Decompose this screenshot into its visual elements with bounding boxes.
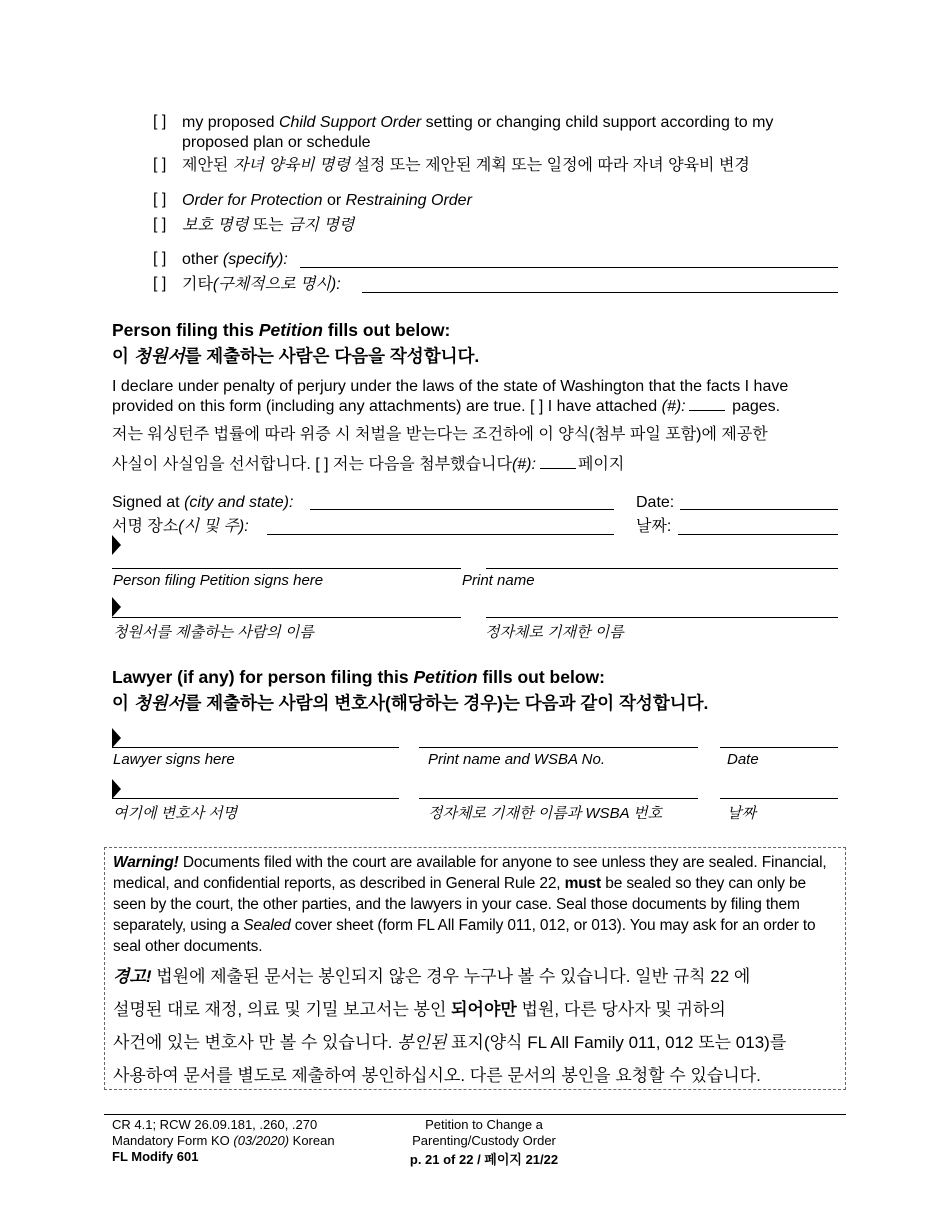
checkbox-protection-order[interactable]: [ ] xyxy=(153,191,167,208)
other-specify-field-ko[interactable] xyxy=(362,292,838,293)
lawyer-print-caption-en: Print name and WSBA No. xyxy=(428,751,606,768)
checkbox-protection-order-ko[interactable]: [ ] xyxy=(153,216,167,233)
footer-divider xyxy=(104,1114,846,1115)
option-other-en: other (specify): xyxy=(182,251,288,268)
footer-form-id: FL Modify 601 xyxy=(112,1149,199,1164)
petitioner-sign-caption-en: Person filing Petition signs here xyxy=(113,572,324,589)
footer-title-line2: Parenting/Custody Order xyxy=(412,1133,556,1148)
footer-page-number: p. 21 of 22 / 페이지 21/22 xyxy=(409,1152,559,1167)
option-other-ko: 기타(구체적으로 명시): xyxy=(182,276,341,293)
lawyer-heading-ko: 이 청원서를 제출하는 사람의 변호사(해당하는 경우)는 다음과 같이 작성합니다. xyxy=(112,693,709,713)
option-child-support-ko: 제안된 자녀 양육비 명령 설정 또는 제안된 계획 또는 일정에 따라 자녀 양육비 변경 xyxy=(182,157,750,174)
lawyer-sign-arrow-icon xyxy=(112,728,121,748)
checkbox-child-support-order-ko[interactable]: [ ] xyxy=(153,156,167,173)
declaration-ko-line1: 저는 워싱턴주 법률에 따라 위증 시 처벌을 받는다는 조건하에 이 양식(첨부 파일 포함)에 제공한 xyxy=(112,426,768,443)
petitioner-heading-en: Person filing this Petition fills out below: xyxy=(112,320,451,340)
petitioner-heading-ko: 이 청원서를 제출하는 사람은 다음을 작성합니다. xyxy=(112,346,480,366)
footer-left xyxy=(112,1117,335,1165)
attached-pages-field-ko[interactable] xyxy=(540,468,576,469)
footer-citation: CR 4.1; RCW 26.09.181, .260, .270 xyxy=(112,1117,318,1132)
lawyer-print-caption-ko: 정자체로 기재한 이름과 WSBA 번호 xyxy=(428,805,663,822)
lawyer-date-field-ko[interactable] xyxy=(720,798,838,799)
declaration-en-line1: I declare under penalty of perjury under the laws of the state of Washington that the facts I have xyxy=(112,378,789,395)
signed-at-field-ko[interactable] xyxy=(267,534,614,535)
option-protection-ko: 보호 명령 또는 금지 명령 xyxy=(182,217,355,234)
declaration-en-line2: provided on this form (including any attachments) are true. [ ] I have attached (#): pages. xyxy=(112,398,781,415)
lawyer-signature-field[interactable] xyxy=(112,747,399,748)
warning-text-ko-line3: 사건에 있는 변호사 만 볼 수 있습니다. 봉인된 표지(양식 FL All Family 011, 012 또는 013)를 xyxy=(113,1033,787,1052)
warning-text-ko-line1: 경고! 법원에 제출된 문서는 봉인되지 않은 경우 누구나 볼 수 있습니다. 일반 규칙 22 에 xyxy=(113,967,751,986)
attached-pages-field[interactable] xyxy=(689,410,725,411)
petitioner-signature-field[interactable] xyxy=(112,568,461,569)
checkbox-other[interactable]: [ ] xyxy=(153,250,167,267)
warning-text-ko-line4: 사용하여 문서를 별도로 제출하여 봉인하십시오. 다른 문서의 봉인을 요청할 수 있습니다. xyxy=(113,1066,761,1085)
signed-at-field[interactable] xyxy=(310,509,614,510)
footer-center xyxy=(384,1117,584,1168)
lawyer-date-caption-en: Date xyxy=(727,751,759,768)
sign-here-arrow-icon-ko xyxy=(112,597,121,617)
lawyer-date-field[interactable] xyxy=(720,747,838,748)
warning-box xyxy=(104,847,846,1090)
lawyer-date-caption-ko: 날짜 xyxy=(727,805,756,822)
signed-at-label-en: Signed at (city and state): xyxy=(112,494,294,511)
lawyer-sign-caption-en: Lawyer signs here xyxy=(113,751,235,768)
petitioner-signature-field-ko[interactable] xyxy=(112,617,461,618)
date-field[interactable] xyxy=(680,509,838,510)
declaration-ko-line2: 사실이 사실임을 선서합니다. [ ] 저는 다음을 첨부했습니다(#): 페이지 xyxy=(112,456,625,473)
option-child-support-en: my proposed Child Support Order setting or changing child support according to my proposed plan or schedule xyxy=(182,114,774,151)
petitioner-print-caption-ko: 정자체로 기재한 이름 xyxy=(485,624,624,641)
petitioner-print-caption-en: Print name xyxy=(462,572,535,589)
checkbox-other-ko[interactable]: [ ] xyxy=(153,275,167,292)
warning-text-en: Warning! Documents filed with the court are available for anyone to see unless they are sealed. Financial, medical, and confidential reports, as described in General Rule 22, must be sealed so they can only be seen by the court, the other parties, and the lawyers in your case. Seal those documents by filing them separately, using a Sealed cover sheet (form FL All Family 011, 012, or 013). You may ask for an order to seal other documents. xyxy=(113,854,827,955)
petitioner-sign-caption-ko: 청원서를 제출하는 사람의 이름 xyxy=(113,624,314,641)
lawyer-heading-en: Lawyer (if any) for person filing this Petition fills out below: xyxy=(112,667,605,687)
checkbox-child-support-order[interactable]: [ ] xyxy=(153,113,167,130)
lawyer-sign-caption-ko: 여기에 변호사 서명 xyxy=(113,805,238,822)
sign-here-arrow-icon xyxy=(112,535,121,555)
petitioner-print-name-field-ko[interactable] xyxy=(486,617,838,618)
lawyer-sign-arrow-icon-ko xyxy=(112,779,121,799)
footer-title-line1: Petition to Change a xyxy=(425,1117,543,1132)
footer-form-version: Mandatory Form KO (03/2020) Korean xyxy=(112,1133,335,1148)
lawyer-signature-field-ko[interactable] xyxy=(112,798,399,799)
warning-text-ko-line2: 설명된 대로 재정, 의료 및 기밀 보고서는 봉인 되어야만 법원, 다른 당사자 및 귀하의 xyxy=(113,1000,726,1019)
date-label-en: Date: xyxy=(636,494,675,511)
date-field-ko[interactable] xyxy=(678,534,838,535)
date-label-ko: 날짜: xyxy=(636,518,672,535)
petitioner-print-name-field[interactable] xyxy=(486,568,838,569)
lawyer-print-name-field[interactable] xyxy=(419,747,698,748)
other-specify-field[interactable] xyxy=(300,267,838,268)
signed-at-label-ko: 서명 장소(시 및 주): xyxy=(112,518,249,535)
lawyer-print-name-field-ko[interactable] xyxy=(419,798,698,799)
option-protection-en: Order for Protection or Restraining Order xyxy=(182,192,472,209)
